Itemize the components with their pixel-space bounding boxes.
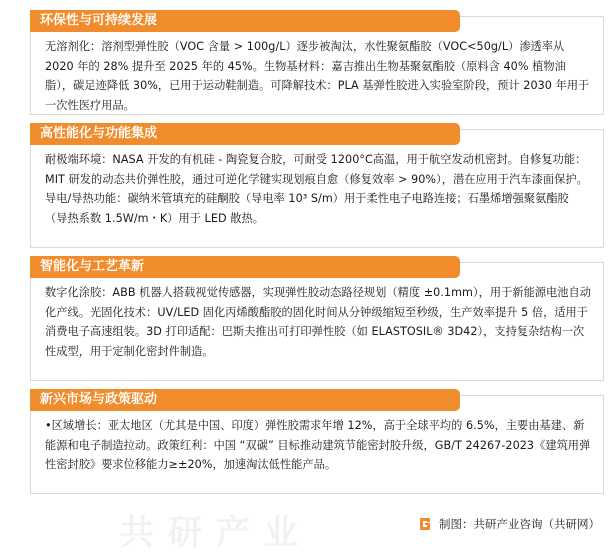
section-card-performance (30, 126, 604, 248)
section-card-environment (30, 13, 604, 115)
source-footer (417, 514, 600, 534)
section-body: 耐极端环境：NASA 开发的有机硅 - 陶瓷复合胶，可耐受 1200°C高温，用于航空发动机密封。自修复功能：MIT 研发的动态共价弹性胶，通过可逆化学键实现划痕自愈（修复效率 > 90%），潜在应用于汽车漆面保护。导电/导热功能：碳纳米管填充的硅酮胶（导电率 10³ S/m）用于柔性电子电路连接；石墨烯增强聚氨酯胶（导热系数 1.5W/m・K）用于 LED 散热。 (45, 153, 588, 225)
footer-label: 制图：共研产业咨询（共研网） (439, 517, 600, 531)
section-title: 新兴市场与政策驱动 (40, 392, 158, 407)
gongyan-logo-icon (417, 516, 433, 532)
section-card-intelligent (30, 259, 604, 381)
section-header (30, 10, 460, 32)
section-card-emerging-market (30, 392, 604, 494)
section-title: 智能化与工艺革新 (40, 259, 145, 274)
section-header (30, 389, 460, 411)
section-header (30, 256, 460, 278)
section-body: •区域增长：亚太地区（尤其是中国、印度）弹性胶需求年增 12%，高于全球平均的 6.5%，主要由基建、新能源和电子制造拉动。政策红利：中国 “双碳” 目标推动建筑节能密封胶升级，GB/T 24267-2023《建筑用弹性密封胶》要求位移能力≥±20%，加速淘汰低性能产品。 (45, 419, 591, 472)
section-header (30, 123, 460, 145)
section-title: 环保性与可持续发展 (40, 13, 158, 28)
section-body: 数字化涂胶：ABB 机器人搭载视觉传感器，实现弹性胶动态路径规划（精度 ±0.1mm），用于新能源电池自动化产线。光固化技术：UV/LED 固化丙烯酸酯胶的固化时间从分钟级缩短至秒级，生产效率提升 5 倍，适用于消费电子高速组装。3D 打印适配：巴斯夫推出可打印弹性胶（如 ELASTOSIL® 3D42），支持复杂结构一次性成型，用于定制化密封件制造。 (45, 286, 592, 358)
section-title: 高性能化与功能集成 (40, 126, 158, 141)
section-body: 无溶剂化：溶剂型弹性胶（VOC 含量 > 100g/L）逐步被淘汰，水性聚氨酯胶（VOC<50g/L）渗透率从 2020 年的 28% 提升至 2025 年的 45%。生物基材料：嘉吉推出生物基聚氨酯胶（原料含 40% 植物油脂），碳足迹降低 30%，已用于运动鞋制造。可降解技术：PLA 基弹性胶进入实验室阶段，预计 2030 年用于一次性医疗用品。 (45, 40, 590, 112)
watermark: 共研产业 (120, 513, 312, 553)
